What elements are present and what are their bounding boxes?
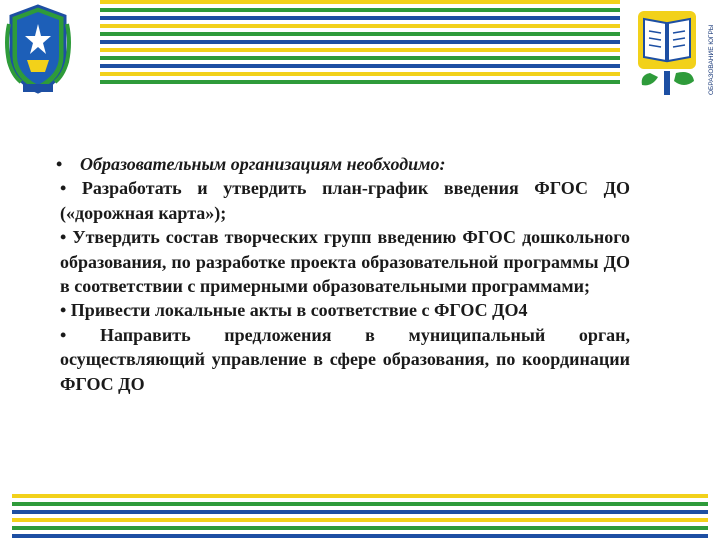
logo-text: ОБРАЗОВАНИЕ ЮГРЫ <box>708 24 715 95</box>
heading-text: Образовательным организациям необходимо: <box>80 154 446 174</box>
heading-bullet: • <box>56 154 63 174</box>
bottom-stripes <box>12 494 708 542</box>
top-stripes <box>100 0 620 88</box>
heading <box>56 152 630 176</box>
education-logo <box>636 5 718 97</box>
list-item: • Привести локальные акты в соответствие с ФГОС ДО4 <box>60 300 528 321</box>
list-item: • Утвердить состав творческих групп введению ФГОС дошкольного образования, по разработке проекта образовательной программы ДО в соответствии с примерными образовательными программами; <box>60 227 630 297</box>
list-item: • Разработать и утвердить план-график введения ФГОС ДО («дорожная карта»); <box>60 178 630 223</box>
list-item: • Направить предложения в муниципальный орган, осуществляющий управление в сфере образования, по координации ФГОС ДО <box>60 324 630 394</box>
coat-of-arms-emblem <box>3 2 73 96</box>
document-body <box>56 152 630 396</box>
